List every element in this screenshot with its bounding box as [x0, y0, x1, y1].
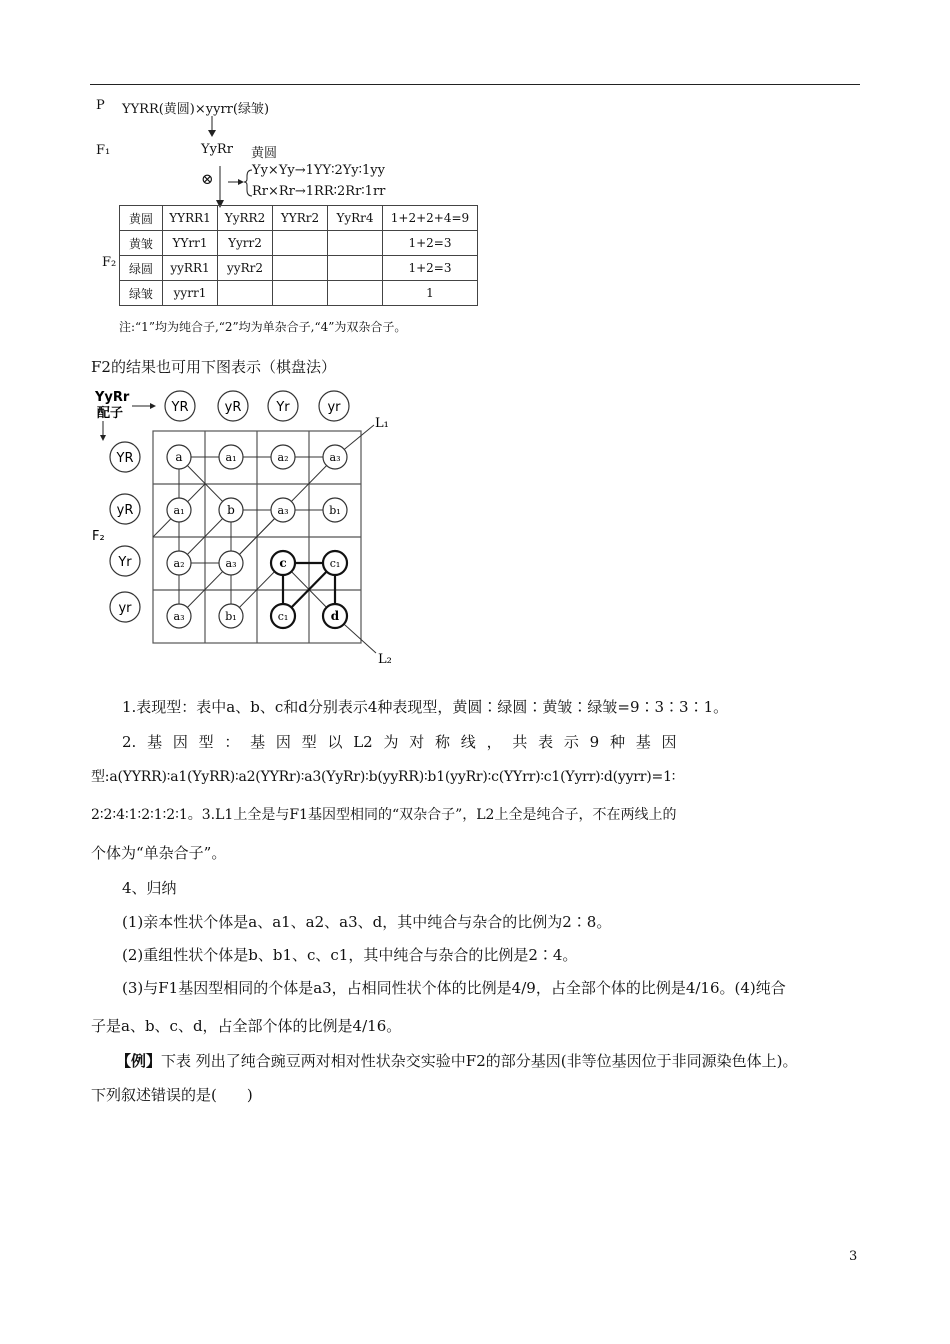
top-gamete	[268, 391, 298, 421]
example-bracket: 【例】	[116, 1052, 162, 1070]
paragraph-genotype-line1: 2. 基 因 型 ： 基 因 型 以 L2 为 对 称 线 ， 共 表 示 9 种 基 因	[122, 733, 677, 751]
table-cell: 绿圆	[120, 256, 163, 281]
f1-label: F₁	[96, 143, 111, 158]
summary-item-1: (1)亲本性状个体是a、a1、a2、a3、d，其中纯合与杂合的比例为2∶8。	[122, 913, 612, 931]
left-gamete	[110, 546, 140, 576]
table-cell: yyRR1	[163, 256, 218, 281]
svg-text:b: b	[227, 503, 235, 517]
arrow-down-icon	[206, 116, 218, 138]
table-cell	[328, 231, 383, 256]
table-cell: 黄皱	[120, 231, 163, 256]
table-cell: 1+2=3	[383, 231, 478, 256]
punnett-cell	[271, 551, 295, 575]
punnett-cell	[219, 604, 243, 628]
table-cell: Yyrr2	[218, 231, 273, 256]
table-row	[120, 231, 478, 256]
svg-text:b₁: b₁	[225, 610, 237, 623]
table-cell	[218, 281, 273, 306]
table-cell: yyrr1	[163, 281, 218, 306]
table-cell: 1+2=3	[383, 256, 478, 281]
punnett-cell	[323, 551, 347, 575]
svg-text:a₃: a₃	[277, 504, 289, 517]
svg-text:a₂: a₂	[173, 557, 185, 570]
punnett-cell	[271, 498, 295, 522]
p-cross: YYRR(黄圆)×yyrr(绿皱)	[122, 102, 270, 117]
svg-text:yr: yr	[327, 400, 341, 415]
svg-text:c₁: c₁	[277, 610, 289, 623]
summary-item-3-line2: 子是a、b、c、d，占全部个体的比例是4/16。	[91, 1017, 402, 1035]
punnett-cell	[167, 551, 191, 575]
punnett-cell	[167, 604, 191, 628]
corner-label-parent: YyRr	[95, 390, 130, 405]
cross-line-rr: Rr×Rr→1RR∶2Rr∶1rr	[252, 184, 386, 199]
f1-genotype: YyRr	[201, 142, 233, 157]
punnett-cell	[271, 604, 295, 628]
paragraph-genotype-line4: 个体为“单杂合子”。	[91, 844, 227, 862]
svg-text:yr: yr	[118, 601, 132, 616]
table-cell: yyRr2	[218, 256, 273, 281]
svg-text:a₃: a₃	[225, 557, 237, 570]
svg-text:yR: yR	[116, 503, 134, 518]
table-cell: 黄圆	[120, 206, 163, 231]
paragraph-genotype-line3: 2∶2∶4∶1∶2∶1∶2∶1。3.L1上全是与F1基因型相同的“双杂合子”，L2上全是纯合子，不在两线上的	[91, 807, 677, 823]
table-cell: YyRr4	[328, 206, 383, 231]
punnett-cell	[219, 445, 243, 469]
svg-text:a₁: a₁	[173, 504, 185, 517]
table-cell: YYrr1	[163, 231, 218, 256]
branch-arrows-icon	[216, 166, 256, 210]
cross-line-yy: Yy×Yy→1YY∶2Yy∶1yy	[252, 163, 385, 178]
page-number: 3	[849, 1249, 858, 1264]
table-cell	[328, 256, 383, 281]
table-cell	[273, 231, 328, 256]
punnett-cell	[323, 604, 347, 628]
example-text: 下表 列出了纯合豌豆两对相对性状杂交实验中F2的部分基因(非等位基因位于非同源染色体上)。	[161, 1052, 798, 1070]
punnett-cell	[219, 498, 243, 522]
header-rule	[90, 84, 860, 85]
f2-label: F₂	[102, 255, 117, 270]
table-cell	[328, 281, 383, 306]
svg-text:c: c	[279, 556, 287, 570]
punnett-cell	[271, 445, 295, 469]
svg-text:a: a	[175, 450, 183, 464]
svg-text:c₁: c₁	[329, 557, 341, 570]
example-question-line2: 下列叙述错误的是( )	[91, 1086, 253, 1104]
table-cell: 1	[383, 281, 478, 306]
table-cell	[273, 256, 328, 281]
punnett-square	[88, 385, 408, 670]
l2-label: L₂	[378, 652, 392, 667]
section-heading-summary: 4、归纳	[122, 879, 177, 897]
svg-text:YR: YR	[171, 400, 189, 415]
table-cell: 绿皱	[120, 281, 163, 306]
table-cell: YYRR1	[163, 206, 218, 231]
svg-text:Yr: Yr	[276, 400, 290, 415]
punnett-cell	[323, 445, 347, 469]
table-note: 注:“1”均为纯合子,“2”均为单杂合子,“4”为双杂合子。	[119, 320, 407, 334]
top-gamete	[319, 391, 349, 421]
svg-text:a₁: a₁	[225, 451, 237, 464]
table-row	[120, 256, 478, 281]
svg-text:YR: YR	[116, 451, 134, 466]
table-cell: YyRR2	[218, 206, 273, 231]
f2-genotype-table	[119, 205, 478, 306]
table-cell	[273, 281, 328, 306]
svg-text:yR: yR	[224, 400, 242, 415]
svg-text:d: d	[330, 609, 340, 623]
svg-text:a₂: a₂	[277, 451, 289, 464]
summary-item-2: (2)重组性状个体是b、b1、c、c1，其中纯合与杂合的比例是2∶4。	[122, 946, 578, 964]
table-row	[120, 206, 478, 231]
paragraph-phenotype: 1.表现型：表中a、b、c和d分别表示4种表现型，黄圆∶绿圆∶黄皱∶绿皱=9∶3∶3∶1。	[122, 698, 729, 716]
punnett-cell	[219, 551, 243, 575]
l1-label: L₁	[375, 416, 389, 431]
top-gamete	[165, 391, 195, 421]
svg-text:b₁: b₁	[329, 504, 341, 517]
table-cell: YYRr2	[273, 206, 328, 231]
punnett-cell	[323, 498, 347, 522]
left-gamete	[110, 442, 140, 472]
selfing-icon: ⊗	[201, 170, 214, 188]
table-row	[120, 281, 478, 306]
top-gamete	[218, 391, 248, 421]
svg-text:a₃: a₃	[329, 451, 341, 464]
punnett-cell	[167, 445, 191, 469]
left-gamete	[110, 494, 140, 524]
example-question-line1	[116, 1051, 797, 1071]
svg-text:a₃: a₃	[173, 610, 185, 623]
summary-item-3-line1: (3)与F1基因型相同的个体是a3，占相同性状个体的比例是4/9，占全部个体的比例是4/16。(4)纯合	[122, 979, 786, 997]
punnett-cell	[167, 498, 191, 522]
p-label: P	[96, 98, 105, 113]
corner-label-gametes: 配子	[97, 406, 124, 421]
paragraph-genotype-line2: 型:a(YYRR)∶a1(YyRR)∶a2(YYRr)∶a3(YyRr)∶b(yyRR)∶b1(yyRr)∶c(YYrr)∶c1(Yyrr)∶d(yyrr)=1∶	[91, 769, 676, 785]
svg-text:Yr: Yr	[118, 555, 132, 570]
f1-phenotype: 黄圆	[251, 146, 278, 161]
left-gamete	[110, 592, 140, 622]
table-cell: 1+2+2+4=9	[383, 206, 478, 231]
f2-side-label: F₂	[92, 529, 105, 544]
checker-caption: F2的结果也可用下图表示（棋盘法）	[91, 358, 336, 376]
